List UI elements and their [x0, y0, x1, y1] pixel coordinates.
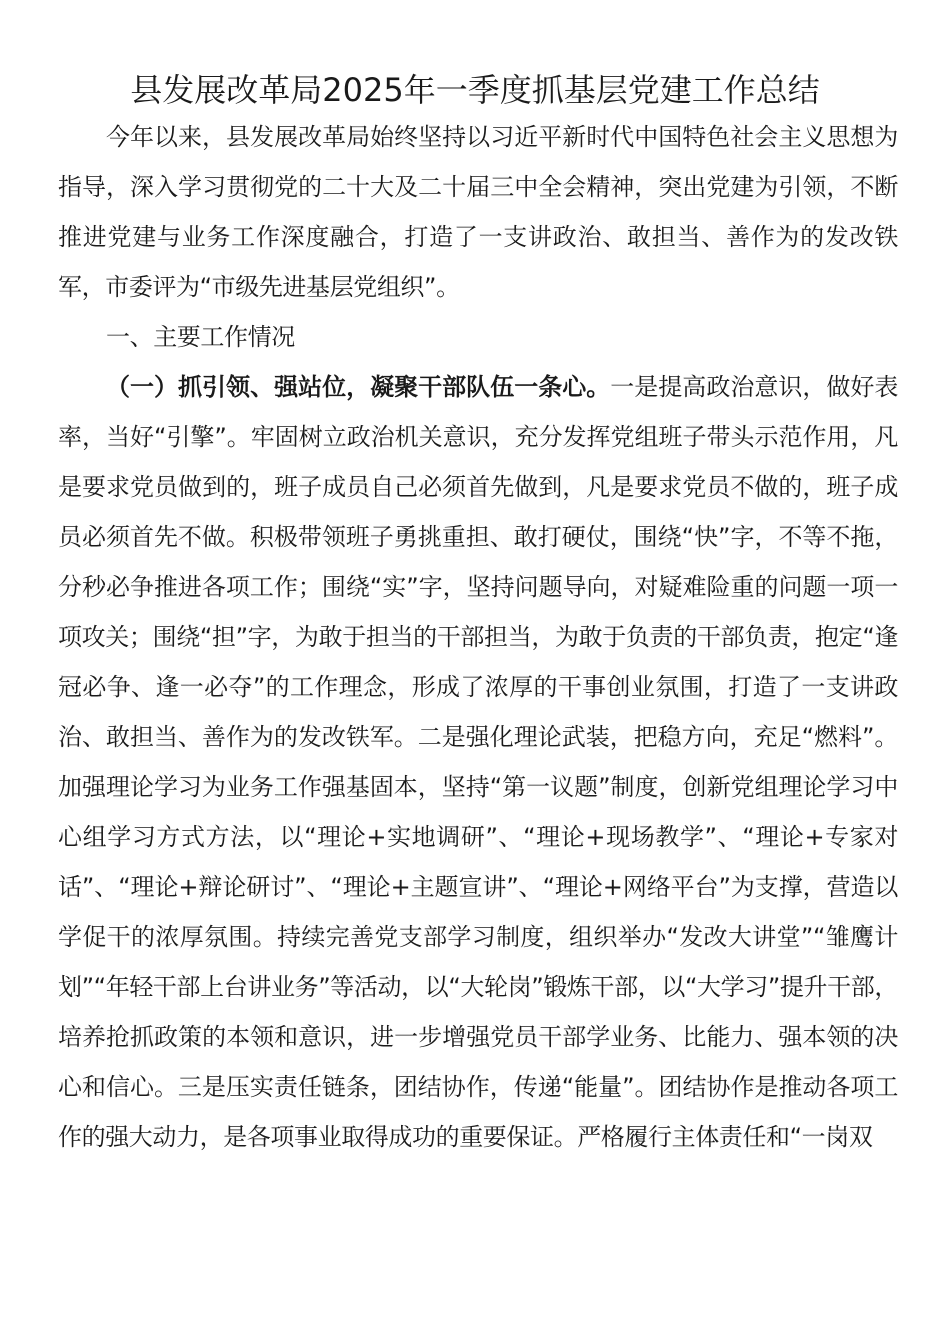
section-1-paragraph	[58, 362, 898, 1162]
section-1-lead: （一）抓引领、强站位，凝聚干部队伍一条心。	[106, 373, 611, 401]
intro-paragraph: 今年以来，县发展改革局始终坚持以习近平新时代中国特色社会主义思想为指导，深入学习贯彻党的二十大及二十届三中全会精神，突出党建为引领，不断推进党建与业务工作深度融合，打造了一支讲政治、敢担当、善作为的发改铁军，市委评为“市级先进基层党组织”。	[58, 123, 898, 301]
section-heading-main-work: 一、主要工作情况	[106, 323, 295, 351]
section-1-body: 一是提高政治意识，做好表率，当好“引擎”。牢固树立政治机关意识，充分发挥党组班子带头示范作用，凡是要求党员做到的，班子成员自己必须首先做到，凡是要求党员不做的，班子成员必须首先不做。积极带领班子勇挑重担、敢打硬仗，围绕“快”字，不等不拖，分秒必争推进各项工作；围绕“实”字，坚持问题导向，对疑难险重的问题一项一项攻关；围绕“担”字，为敢于担当的干部担当，为敢于负责的干部负责，抱定“逢冠必争、逢一必夺”的工作理念，形成了浓厚的干事创业氛围，打造了一支讲政治、敢担当、善作为的发改铁军。二是强化理论武装，把稳方向，充足“燃料”。加强理论学习为业务工作强基固本，坚持“第一议题”制度，创新党组理论学习中心组学习方式方法，以“理论+实地调研”、“理论+现场教学”、“理论+专家对话”、“理论+辩论研讨”、“理论+主题宣讲”、“理论+网络平台”为支撑，营造以学促干的浓厚氛围。持续完善党支部学习制度，组织举办“发改大讲堂”“雏鹰计划”“年轻干部上台讲业务”等活动，以“大轮岗”锻炼干部，以“大学习”提升干部，培养抢抓政策的本领和意识，进一步增强党员干部学业务、比能力、强本领的决心和信心。三是压实责任链条，团结协作，传递“能量”。团结协作是推动各项工作的强大动力，是各项事业取得成功的重要保证。严格履行主体责任和“一岗双	[58, 373, 898, 1151]
document-title: 县发展改革局2025年一季度抓基层党建工作总结	[130, 71, 820, 109]
